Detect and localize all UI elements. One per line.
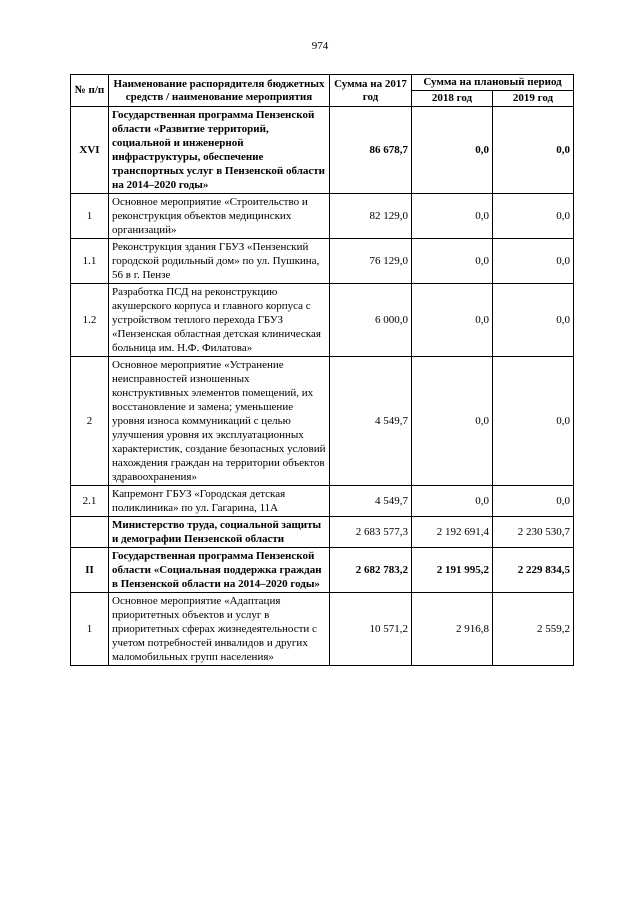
- row-sum-2019: 0,0: [493, 194, 574, 239]
- row-sum-2018: 2 192 691,4: [412, 517, 493, 548]
- row-num: 2: [71, 357, 109, 486]
- row-num: 1.1: [71, 239, 109, 284]
- row-name: Основное мероприятие «Устранение неисправностей изношенных конструктивных элементов помещений, их восстановление и замена; уменьшение уровня износа коммуникаций с целью улучшения уровня их эксплуатационных характеристик, создание безопасных условий нахождения граждан на территории объектов здравоохранения»: [109, 357, 330, 486]
- row-sum-2018: 0,0: [412, 284, 493, 357]
- row-sum-2019: 0,0: [493, 357, 574, 486]
- row-name: Разработка ПСД на реконструкцию акушерского корпуса и главного корпуса с устройством теплого перехода ГБУЗ «Пензенская областная детская клиническая больница им. Н.Ф. Филатова»: [109, 284, 330, 357]
- table-row: [71, 357, 574, 486]
- header-num: № п/п: [71, 75, 109, 107]
- row-sum-2018: 0,0: [412, 357, 493, 486]
- row-num: 1.2: [71, 284, 109, 357]
- row-sum-2017: 10 571,2: [330, 593, 412, 666]
- row-sum-2019: 0,0: [493, 107, 574, 194]
- row-sum-2017: 4 549,7: [330, 486, 412, 517]
- table-header: [71, 75, 574, 107]
- row-num: II: [71, 548, 109, 593]
- row-sum-2019: 2 229 834,5: [493, 548, 574, 593]
- row-sum-2017: 4 549,7: [330, 357, 412, 486]
- table-row: [71, 194, 574, 239]
- header-name: Наименование распорядителя бюджетных средств / наименование мероприятия: [109, 75, 330, 107]
- row-sum-2018: 0,0: [412, 194, 493, 239]
- row-sum-2017: 6 000,0: [330, 284, 412, 357]
- row-sum-2017: 2 682 783,2: [330, 548, 412, 593]
- row-name: Реконструкция здания ГБУЗ «Пензенский городской родильный дом» по ул. Пушкина, 56 в г. Пензе: [109, 239, 330, 284]
- row-name: Основное мероприятие «Адаптация приоритетных объектов и услуг в приоритетных сферах жизнедеятельности с учетом потребностей инвалидов и других маломобильных групп населения»: [109, 593, 330, 666]
- table-row: [71, 593, 574, 666]
- budget-table: [70, 74, 574, 666]
- row-num: 1: [71, 194, 109, 239]
- row-num: 2.1: [71, 486, 109, 517]
- row-num: [71, 517, 109, 548]
- page-number: 974: [311, 40, 329, 52]
- header-2019: 2019 год: [493, 91, 574, 107]
- header-sum-2017: Сумма на 2017 год: [330, 75, 412, 107]
- table-row: [71, 239, 574, 284]
- row-sum-2017: 86 678,7: [330, 107, 412, 194]
- row-sum-2018: 0,0: [412, 107, 493, 194]
- row-sum-2019: 0,0: [493, 486, 574, 517]
- header-2018: 2018 год: [412, 91, 493, 107]
- row-sum-2018: 0,0: [412, 486, 493, 517]
- row-name: Основное мероприятие «Строительство и реконструкция объектов медицинских организаций»: [109, 194, 330, 239]
- row-sum-2017: 2 683 577,3: [330, 517, 412, 548]
- table-row: [71, 548, 574, 593]
- row-sum-2019: 2 559,2: [493, 593, 574, 666]
- table-row: [71, 107, 574, 194]
- table-row: [71, 517, 574, 548]
- row-sum-2019: 2 230 530,7: [493, 517, 574, 548]
- row-sum-2018: 0,0: [412, 239, 493, 284]
- row-num: XVI: [71, 107, 109, 194]
- row-sum-2019: 0,0: [493, 239, 574, 284]
- row-name: Министерство труда, социальной защиты и демографии Пензенской области: [109, 517, 330, 548]
- row-sum-2018: 2 191 995,2: [412, 548, 493, 593]
- row-name: Государственная программа Пензенской области «Развитие территорий, социальной и инженерной инфраструктуры, обеспечение транспортных услуг в Пензенской области на 2014–2020 годы»: [109, 107, 330, 194]
- table-row: [71, 486, 574, 517]
- row-num: 1: [71, 593, 109, 666]
- row-sum-2019: 0,0: [493, 284, 574, 357]
- row-sum-2017: 76 129,0: [330, 239, 412, 284]
- table-row: [71, 284, 574, 357]
- row-sum-2017: 82 129,0: [330, 194, 412, 239]
- row-name: Капремонт ГБУЗ «Городская детская поликлиника» по ул. Гагарина, 11А: [109, 486, 330, 517]
- row-sum-2018: 2 916,8: [412, 593, 493, 666]
- header-planned-period: Сумма на плановый период: [412, 75, 574, 91]
- row-name: Государственная программа Пензенской области «Социальная поддержка граждан в Пензенской области на 2014–2020 годы»: [109, 548, 330, 593]
